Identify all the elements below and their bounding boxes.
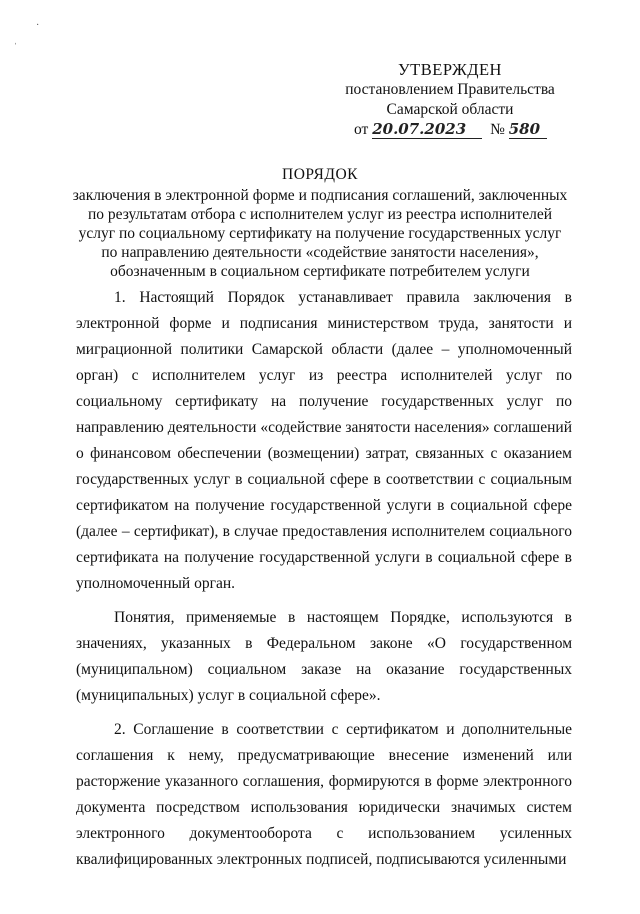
- date-prefix: от: [354, 121, 369, 138]
- heading-line: обозначенным в социальном сертификате потребителем услуги: [110, 263, 530, 280]
- scan-speck: ˈ: [14, 42, 18, 53]
- approval-date-line: [330, 120, 570, 140]
- heading-title: ПОРЯДОК: [282, 166, 358, 183]
- number-handwritten: 580: [508, 120, 541, 138]
- heading-line: по результатам отбора с исполнителем услуг из реестра исполнителей: [87, 206, 553, 223]
- approval-line: Самарской области: [386, 101, 514, 118]
- document-heading: [60, 165, 580, 281]
- number-prefix: №: [490, 121, 505, 138]
- heading-line: услуг по социальному сертификату на получение государственных услуг: [78, 225, 562, 242]
- paragraph: 2. Соглашение в соответствии с сертификатом и дополнительные соглашения к нему, предусматривающие внесение изменений или расторжение указанного соглашения, формируются в форме электронного документа посредством использования юридически значимых систем электронного документооборота с использованием усиленных квалифицированных электронных подписей, подписываются усиленными: [76, 721, 572, 868]
- heading-line: по направлению деятельности «содействие занятости населения»,: [101, 244, 539, 261]
- heading-line: заключения в электронной форме и подписания соглашений, заключенных: [72, 187, 568, 204]
- approval-line: постановлением Правительства: [345, 81, 555, 98]
- approval-title: УТВЕРЖДЕН: [398, 60, 502, 79]
- paragraph: Понятия, применяемые в настоящем Порядке, используются в значениях, указанных в Федеральном законе «О государственном (муниципальном) социальном заказе на оказание государственных (муниципальных) услуг в социальной сфере».: [76, 609, 572, 704]
- date-field: [372, 121, 482, 139]
- document-body: [76, 285, 572, 881]
- date-handwritten: 20.07.2023: [372, 120, 467, 138]
- scan-speck: ·: [36, 20, 40, 31]
- paragraph: 1. Настоящий Порядок устанавливает правила заключения в электронной форме и подписания министерством труда, занятости и миграционной политики Самарской области (далее – уполномоченный орган) с исполнителем услуг из реестра исполнителей услуг по социальному сертификату на получение государственных услуг по направлению деятельности «содействие занятости населения» соглашений о финансовом обеспечении (возмещении) затрат, связанных с оказанием государственных услуг в социальной сфере в соответствии с социальным сертификатом на получение государственной услуги в социальной сфере (далее – сертификат), в случае предоставления исполнителем социального сертификата на получение государственной услуги в социальной сфере в уполномоченный орган.: [76, 289, 572, 592]
- approval-stamp: [330, 60, 570, 140]
- number-field: [509, 121, 547, 139]
